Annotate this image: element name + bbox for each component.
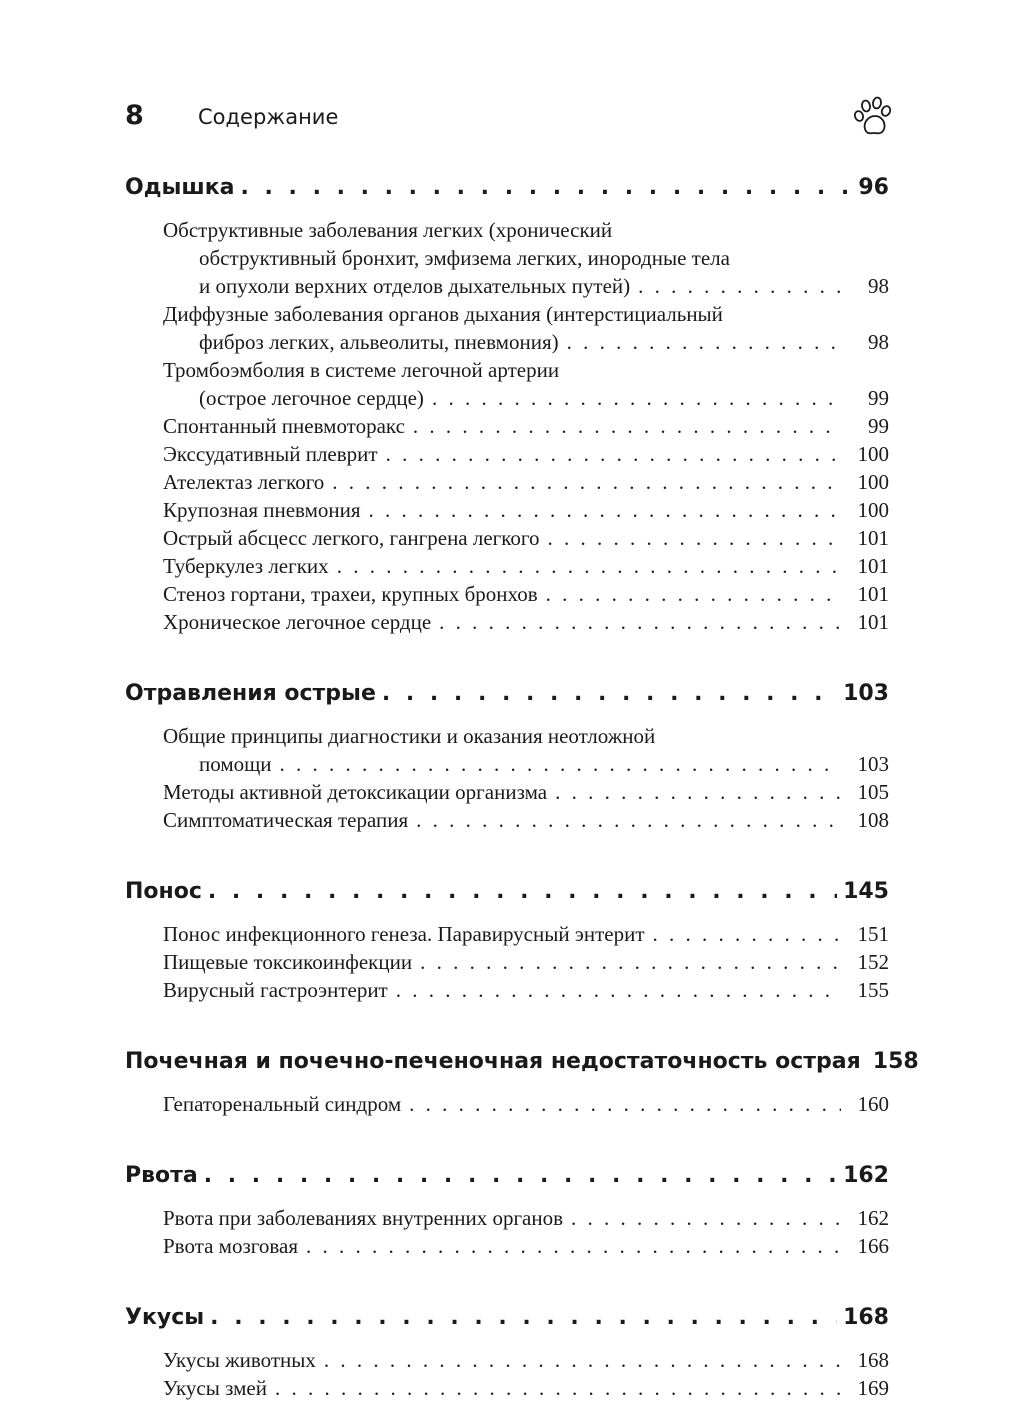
entry-page-number: 98: [868, 274, 889, 298]
toc-entry: [125, 1090, 889, 1118]
section-page-number: 103: [843, 681, 889, 706]
section-page-number: 158: [872, 1049, 919, 1074]
entry-text-line: Укусы животных: [163, 1348, 316, 1372]
dot-leader: [638, 272, 841, 300]
dot-leader: [306, 1232, 841, 1260]
toc-entry: [125, 1374, 889, 1402]
toc-entry: [125, 1232, 889, 1260]
entry-page-number: 101: [857, 582, 889, 606]
entry-page-number: 151: [857, 922, 889, 946]
toc-entry: [125, 300, 889, 356]
dot-leader: [555, 778, 841, 806]
entry-text-line: и опухоли верхних отделов дыхательных путей): [199, 274, 631, 298]
entry-page-number: 101: [857, 526, 889, 550]
entry-page-number: 101: [857, 554, 889, 578]
entry-text-line: Обструктивные заболевания легких (хронический: [163, 218, 613, 242]
entry-page-number: 99: [868, 386, 889, 410]
toc-entry: [125, 496, 889, 524]
toc-section: [125, 672, 889, 834]
entry-text-line: Рвота при заболеваниях внутренних органов: [163, 1206, 564, 1230]
dot-leader: [208, 870, 837, 914]
page-number: 8: [125, 100, 144, 131]
toc-entry: [125, 778, 889, 806]
entry-page-number: 103: [857, 752, 889, 776]
entry-text-line: Тромбоэмболия в системе легочной артерии: [163, 358, 560, 382]
dot-leader: [420, 948, 841, 976]
toc-section: [125, 1154, 889, 1260]
toc-entry: [125, 608, 889, 636]
running-head: Содержание: [198, 105, 339, 129]
entry-page-number: 100: [857, 498, 889, 522]
entry-page-number: 166: [857, 1234, 889, 1258]
toc-entry: [125, 976, 889, 1004]
page-header: [125, 96, 895, 146]
toc-entry: [125, 524, 889, 552]
toc-entry: [125, 552, 889, 580]
paw-print-icon: [851, 96, 895, 140]
entry-text-line: Туберкулез легких: [163, 554, 329, 578]
dot-leader: [275, 1374, 841, 1402]
dot-leader: [409, 1090, 841, 1118]
entry-page-number: 100: [857, 470, 889, 494]
entry-text-line: Общие принципы диагностики и оказания неотложной: [163, 724, 656, 748]
dot-leader: [439, 608, 841, 636]
toc-section: [125, 166, 889, 636]
entry-text-line: Экссудативный плеврит: [163, 442, 378, 466]
entry-text-line: Ателектаз легкого: [163, 470, 325, 494]
entry-text-line: Диффузные заболевания органов дыхания (интерстициальный: [163, 302, 723, 326]
entry-text-line: Хроническое легочное сердце: [163, 610, 432, 634]
entry-text-line: Вирусный гастроэнтерит: [163, 978, 388, 1002]
entry-text-line: Симптоматическая терапия: [163, 808, 409, 832]
entry-text-line: (острое легочное сердце): [199, 386, 424, 410]
dot-leader: [241, 166, 853, 210]
toc-entry: [125, 216, 889, 300]
toc-section: [125, 870, 889, 1004]
toc-entry: [125, 412, 889, 440]
section-title: Отравления острые: [125, 681, 376, 706]
entry-text-line: Стеноз гортани, трахеи, крупных бронхов: [163, 582, 538, 606]
toc-section-heading: [125, 1040, 919, 1084]
dot-leader: [332, 468, 841, 496]
entry-text-line: Гепаторенальный синдром: [163, 1092, 402, 1116]
entry-page-number: 162: [857, 1206, 889, 1230]
section-title: Почечная и почечно-печеночная недостаточность острая: [125, 1049, 861, 1074]
dot-leader: [571, 1204, 841, 1232]
toc-section-heading: [125, 672, 889, 716]
section-title: Одышка: [125, 175, 235, 200]
dot-leader: [548, 524, 841, 552]
dot-leader: [337, 552, 841, 580]
toc-section: [125, 1296, 889, 1402]
entry-page-number: 98: [868, 330, 889, 354]
entry-text-line: Крупозная пневмония: [163, 498, 361, 522]
toc-entry: [125, 440, 889, 468]
toc-section-heading: [125, 1154, 889, 1198]
section-title: Укусы: [125, 1305, 205, 1330]
dot-leader: [386, 440, 841, 468]
entry-page-number: 101: [857, 610, 889, 634]
entry-text-line: обструктивный бронхит, эмфизема легких, инородные тела: [199, 246, 730, 270]
dot-leader: [546, 580, 841, 608]
entry-text-line: фиброз легких, альвеолиты, пневмония): [199, 330, 559, 354]
entry-text-line: Пищевые токсикоинфекции: [163, 950, 413, 974]
toc-section-heading: [125, 166, 889, 210]
entry-text-line: помощи: [199, 752, 272, 776]
section-title: Понос: [125, 879, 202, 904]
entry-text-line: Рвота мозговая: [163, 1234, 298, 1258]
entry-page-number: 99: [868, 414, 889, 438]
entry-page-number: 160: [857, 1092, 889, 1116]
toc-entry: [125, 1346, 889, 1374]
table-of-contents: [125, 166, 919, 1402]
dot-leader: [413, 412, 841, 440]
section-page-number: 145: [843, 879, 889, 904]
section-page-number: 168: [843, 1305, 889, 1330]
dot-leader: [382, 672, 837, 716]
dot-leader: [280, 750, 841, 778]
entry-page-number: 168: [857, 1348, 889, 1372]
entry-page-number: 100: [857, 442, 889, 466]
dot-leader: [567, 328, 841, 356]
entry-text-line: Острый абсцесс легкого, гангрена легкого: [163, 526, 540, 550]
entry-text-line: Укусы змей: [163, 1376, 267, 1400]
toc-entry: [125, 948, 889, 976]
entry-text-line: Понос инфекционного генеза. Паравирусный энтерит: [163, 922, 645, 946]
dot-leader: [396, 976, 841, 1004]
dot-leader: [324, 1346, 841, 1374]
section-page-number: 162: [843, 1163, 889, 1188]
entry-text-line: Спонтанный пневмоторакс: [163, 414, 405, 438]
toc-section: [125, 1040, 919, 1118]
entry-page-number: 105: [857, 780, 889, 804]
dot-leader: [432, 384, 841, 412]
toc-entry: [125, 580, 889, 608]
entry-page-number: 108: [857, 808, 889, 832]
entry-page-number: 155: [857, 978, 889, 1002]
toc-entry: [125, 920, 889, 948]
toc-entry: [125, 806, 889, 834]
toc-entry: [125, 356, 889, 412]
toc-section-heading: [125, 870, 889, 914]
toc-entry: [125, 722, 889, 778]
entry-text-line: Методы активной детоксикации организма: [163, 780, 548, 804]
section-page-number: 96: [858, 175, 889, 200]
dot-leader: [369, 496, 841, 524]
toc-section-heading: [125, 1296, 889, 1340]
dot-leader: [416, 806, 841, 834]
toc-entry: [125, 468, 889, 496]
dot-leader: [204, 1154, 837, 1198]
entry-page-number: 152: [857, 950, 889, 974]
toc-entry: [125, 1204, 889, 1232]
dot-leader: [653, 920, 842, 948]
dot-leader: [210, 1296, 837, 1340]
section-title: Рвота: [125, 1163, 198, 1188]
entry-page-number: 169: [857, 1376, 889, 1400]
